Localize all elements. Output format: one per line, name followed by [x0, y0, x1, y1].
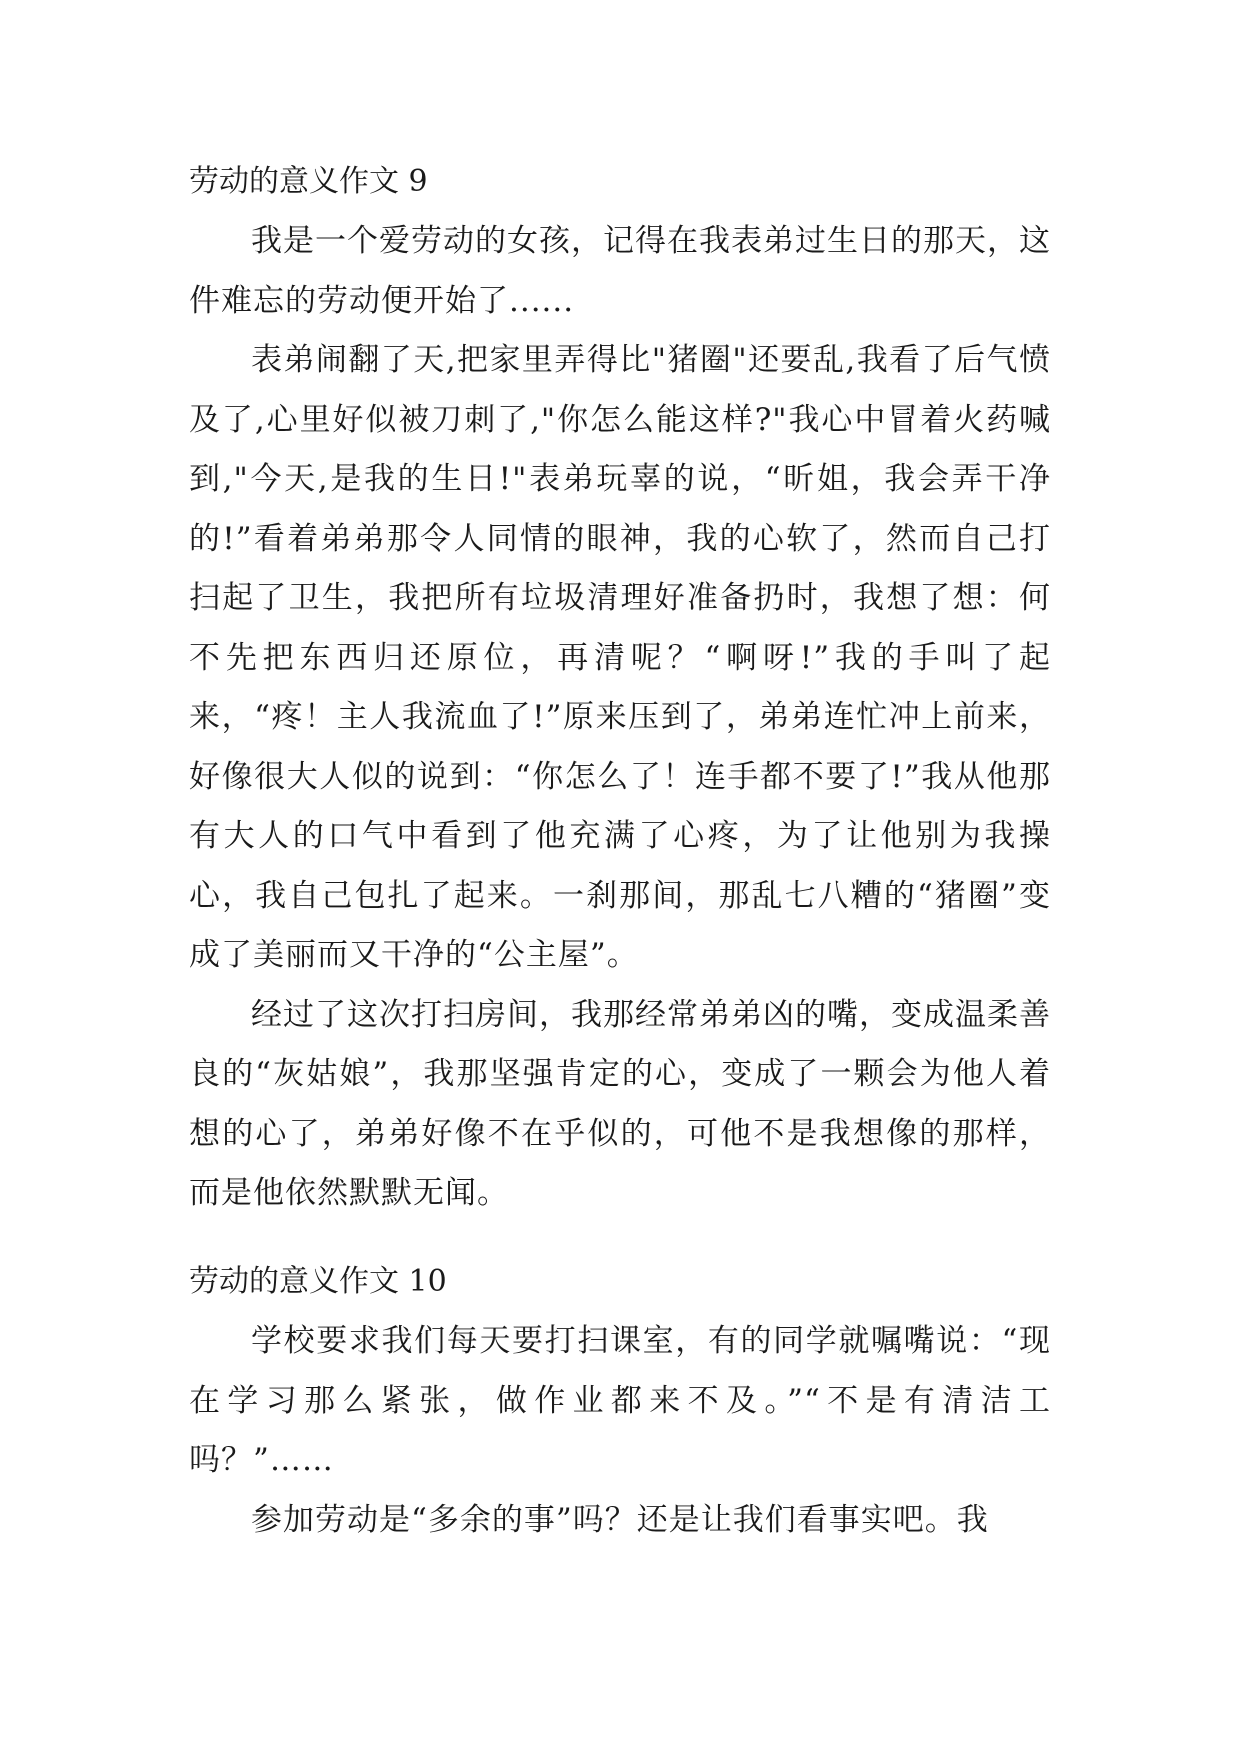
essay-paragraph: 参加劳动是“多余的事”吗？还是让我们看事实吧。我 [251, 1501, 989, 1538]
essay-paragraph: 表弟闹翻了天,把家里弄得比"猪圈"还要乱,我看了后气愤及了,心里好似被刀刺了,"你怎么能这样?"我心中冒着火药喊到,"今天,是我的生日!"表弟玩辜的说，“昕姐，我会弄干净的!”看着弟弟那令人同情的眼神，我的心软了，然而自己打扫起了卫生，我把所有垃圾清理好准备扔时，我想了想：何不先把东西归还原位，再清呢？“啊呀!”我的手叫了起来，“疼！主人我流血了!”原来压到了，弟弟连忙冲上前来，好像很大人似的说到：“你怎么了！连手都不要了!”我从他那有大人的口气中看到了他充满了心疼，为了让他别为我操心，我自己包扎了起来。一刹那间，那乱七八糟的“猪圈”变成了美丽而又干净的“公主屋”。 [189, 342, 1051, 973]
essay-title: 劳动的意义作文 10 [189, 1264, 447, 1299]
essay-paragraph: 我是一个爱劳动的女孩，记得在我表弟过生日的那天，这件难忘的劳动便开始了...... [189, 223, 1051, 319]
essay-section [189, 1252, 1051, 1550]
essay-title: 劳动的意义作文 9 [189, 164, 428, 199]
essay-paragraph: 学校要求我们每天要打扫课室，有的同学就嘱嘴说：“现在学习那么紧张，做作业都来不及。”“不是有清洁工吗？”…… [189, 1323, 1051, 1478]
essay-paragraph: 经过了这次打扫房间，我那经常弟弟凶的嘴，变成温柔善良的“灰姑娘”，我那坚强肯定的心，变成了一颗会为他人着想的心了，弟弟好像不在乎似的，可他不是我想像的那样，而是他依然默默无闻。 [189, 996, 1051, 1211]
essay-section [189, 152, 1051, 1224]
